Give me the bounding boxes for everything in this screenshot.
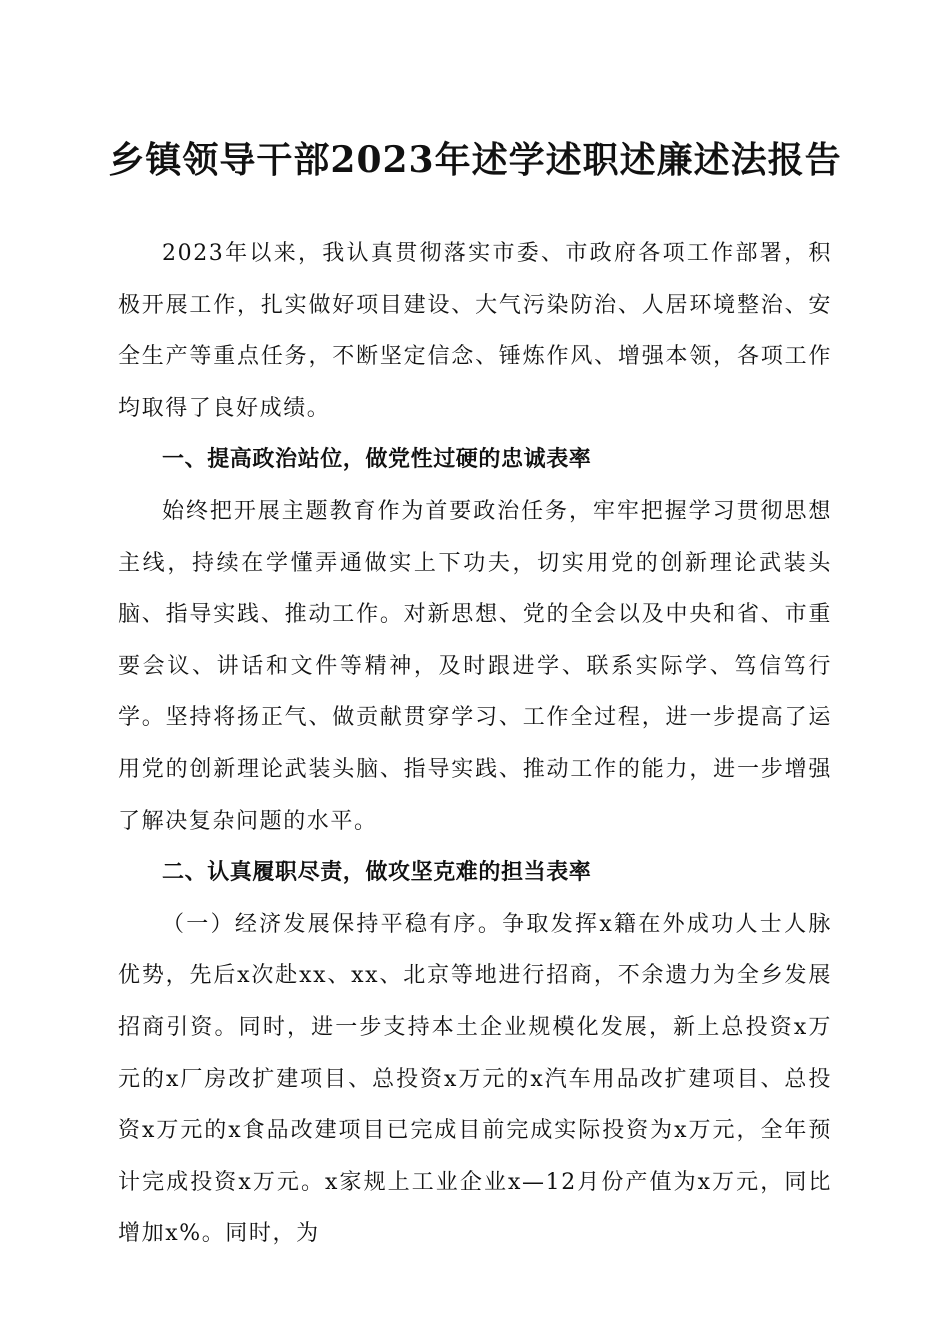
section-2-heading: 二、认真履职尽责，做攻坚克难的担当表率	[162, 860, 592, 886]
document-body	[118, 228, 832, 1260]
intro-paragraph: 2023年以来，我认真贯彻落实市委、市政府各项工作部署，积极开展工作，扎实做好项目建设、大气污染防治、人居环境整治、安全生产等重点任务，不断坚定信念、锤炼作风、增强本领，各项工作均取得了良好成绩。	[118, 241, 832, 421]
section-1-heading: 一、提高政治站位，做党性过硬的忠诚表率	[162, 447, 592, 473]
section-1-paragraph: 始终把开展主题教育作为首要政治任务，牢牢把握学习贯彻思想主线，持续在学懂弄通做实上下功夫，切实用党的创新理论武装头脑、指导实践、推动工作。对新思想、党的全会以及中央和省、市重要会议、讲话和文件等精神，及时跟进学、联系实际学、笃信笃行学。坚持将扬正气、做贡献贯穿学习、工作全过程，进一步提高了运用党的创新理论武装头脑、指导实践、推动工作的能力，进一步增强了解决复杂问题的水平。	[118, 498, 832, 834]
section-2-paragraph: （一）经济发展保持平稳有序。争取发挥x籍在外成功人士人脉优势，先后x次赴xx、xx、北京等地进行招商，不余遗力为全乡发展招商引资。同时，进一步支持本土企业规模化发展，新上总投资x万元的x厂房改扩建项目、总投资x万元的x汽车用品改扩建项目、总投资x万元的x食品改建项目已完成目前完成实际投资为x万元，全年预计完成投资x万元。x家规上工业企业x—12月份产值为x万元，同比增加x%。同时，为	[118, 911, 832, 1247]
document-title: 乡镇领导干部2023年述学述职述廉述法报告	[108, 139, 842, 181]
